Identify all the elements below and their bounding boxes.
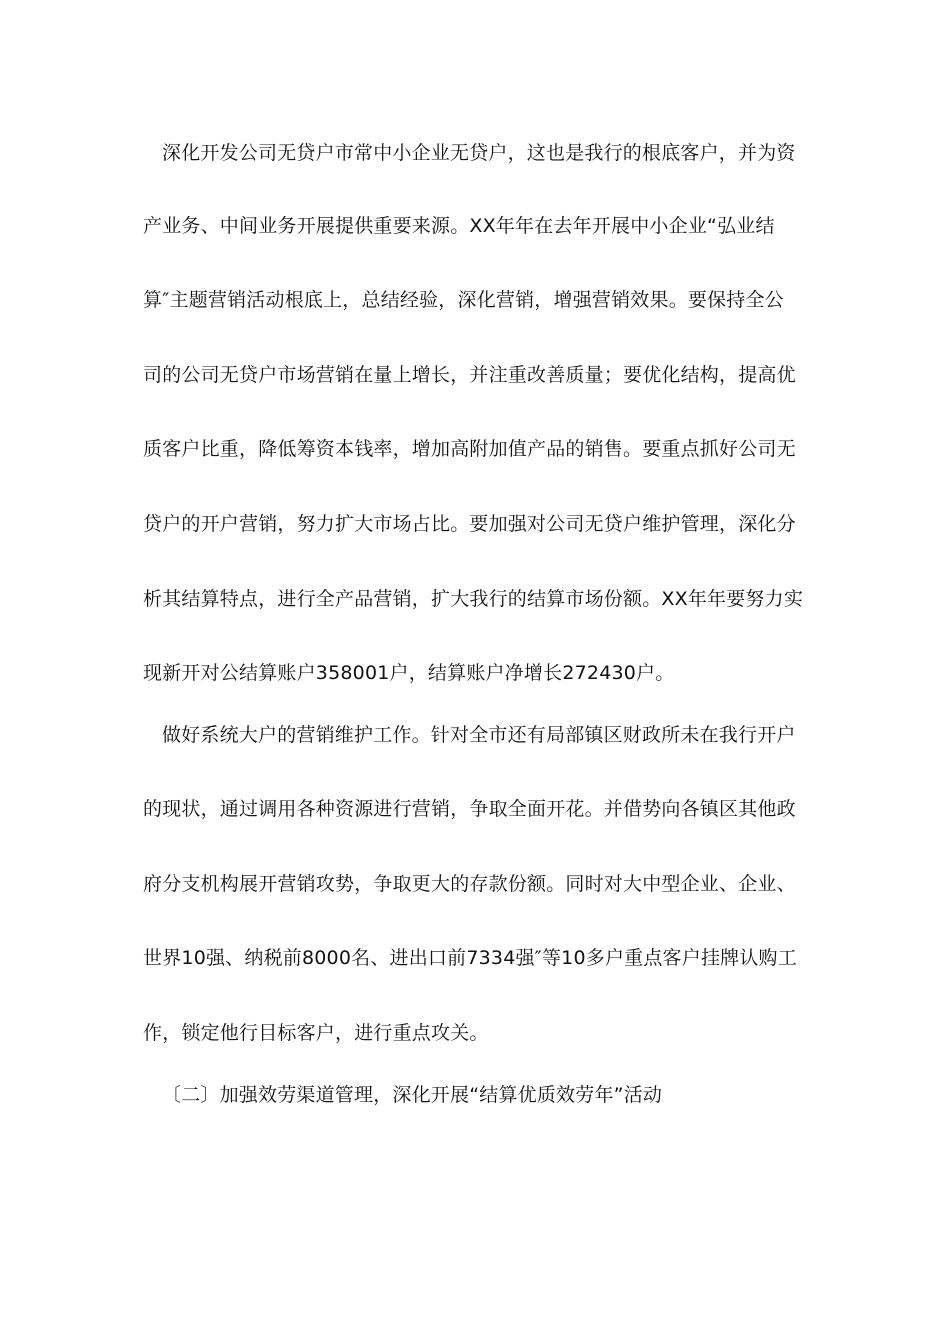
- paragraph-1-line-2: 产业务、中间业务开展提供重要来源。XX年年在去年开展中小企业“弘业结: [143, 215, 775, 237]
- paragraph-2-line-1: 做好系统大户的营销维护工作。针对全市还有局部镇区财政所未在我行开户: [162, 724, 796, 746]
- paragraph-1-line-6: 贷户的开户营销，努力扩大市场占比。要加强对公司无贷户维护管理，深化分: [143, 513, 796, 535]
- paragraph-2-line-3: 府分支机构展开营销攻势，争取更大的存款份额。同时对大中型企业、企业、: [143, 873, 796, 895]
- paragraph-1-line-4: 司的公司无贷户市场营销在量上增长，并注重改善质量；要优化结构，提高优: [143, 364, 796, 386]
- paragraph-1-line-7: 析其结算特点，进行全产品营销，扩大我行的结算市场份额。XX年年要努力实: [143, 588, 804, 610]
- paragraph-2-line-4: 世界10强、纳税前8000名、进出口前7334强″等10多户重点客户挂牌认购工: [143, 947, 797, 969]
- paragraph-1-line-3: 算″主题营销活动根底上，总结经验，深化营销，增强营销效果。要保持全公: [143, 289, 784, 311]
- section-heading: 〔二〕加强效劳渠道管理，深化开展“结算优质效劳年”活动: [162, 1084, 663, 1106]
- paragraph-1-line-8: 现新开对公结算账户358001户，结算账户净增长272430户。: [143, 662, 675, 684]
- paragraph-2-line-5: 作，锁定他行目标客户，进行重点攻关。: [143, 1022, 489, 1044]
- paragraph-1-line-1: 深化开发公司无贷户市常中小企业无贷户，这也是我行的根底客户，并为资: [162, 142, 796, 164]
- paragraph-2-line-2: 的现状，通过调用各种资源进行营销，争取全面开花。并借势向各镇区其他政: [143, 798, 796, 820]
- paragraph-1-line-5: 质客户比重，降低筹资本钱率，增加高附加值产品的销售。要重点抓好公司无: [143, 438, 796, 460]
